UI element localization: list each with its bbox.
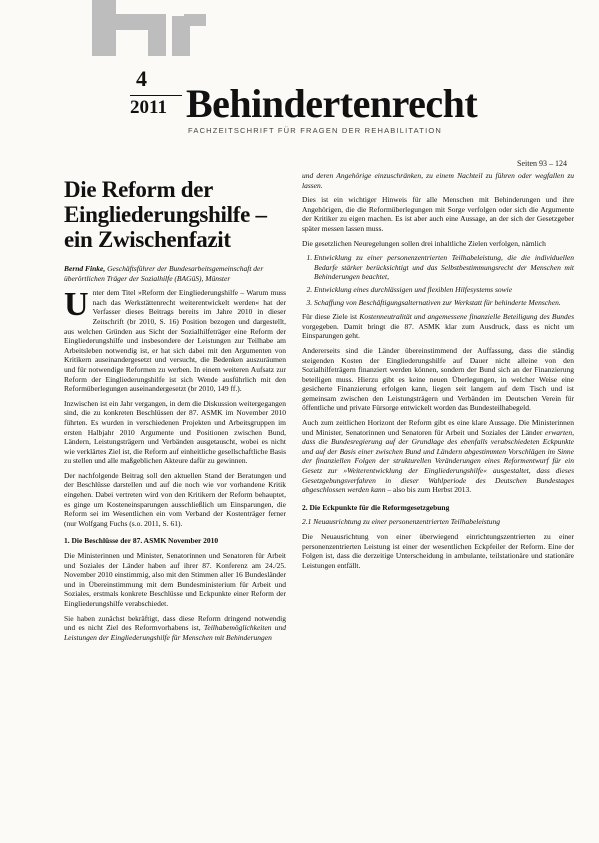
body-text: Auch zum zeitlichen Horizont der Reform gibt es eine klare Aussage. Die Ministerinnen und Minister, Senatorinnen und Senatoren für Arbeit und Soziales der Länder — [302, 418, 574, 437]
goal-list-item: 2. Entwicklung eines durchlässigen und flexiblen Hilfesystems sowie — [314, 285, 574, 295]
body-paragraph: Die Neuausrichtung von einer überwiegend einrichtungszentrierten zu einer personenzentrierten Leistung ist einer der wesentlichen Eckpfeiler der Reform. Eine der Folgen ist, dass die derzeitige Unterscheidung in ambulante, teilstationäre und stationäre Leistungen entfällt. — [302, 532, 574, 570]
goal-list — [302, 253, 574, 307]
journal-logo-hr — [92, 0, 202, 88]
body-paragraph: und deren Angehörige einzuschränken, zu einem Nachteil zu führen oder wegfallen zu lassen. — [302, 171, 574, 190]
body-paragraph: Inzwischen ist ein Jahr vergangen, in dem die Diskussion weitergegangen sind, die zu konkreten Beschlüssen der 87. ASMK im November 2010 führten. Es wurden in verschiedenen Projekten und Arbeitsgruppen im ersten Halbjahr 2010 Argumente und Positionen zwischen Bund, Ländern, Leistungsträgern und Verbänden ausgetauscht, wobei es nicht wie verklärtes Ziel ist, die Reform auf einheitliche gesellschaftliche Basis zu stellen und alle maßgeblichen Akteure dafür zu gewinnen. — [64, 398, 286, 466]
left-column — [64, 171, 286, 647]
body-paragraph: Dies ist ein wichtiger Hinweis für alle Menschen mit Behinderungen und ihre Angehörigen, die die Reformüberlegungen mit Sorge verfolgen oder sich die Argumente der Kritiker zu eigen machen. Es ist aber auch eine Aussage, an der sich der Gesetzgeber später messen lassen muss. — [302, 195, 574, 233]
body-paragraph — [302, 312, 574, 341]
body-paragraph: Andererseits sind die Länder übereinstimmend der Auffassung, dass die ständig steigenden Kosten der Eingliederungshilfe auf Dauer nicht alleine von den Sozialhilfeträgern finanziert werden können, sondern der Bund sich an der Finanzierung beteiligen muss. Hierzu gibt es keine neuen Überlegungen, in welcher Weise eine gesicherte Finanzierung erfolgen kann, liegen seit langem auf dem Tisch und ist gemeinsam zwischen den Leistungsträgern und Verbänden im Deutschen Verein für öffentliche und private Fürsorge entwickelt worden das Bundesteilhabegeld. — [302, 345, 574, 413]
article-title-line: Eingliederungshilfe – — [64, 202, 267, 227]
section-heading: 1. Die Beschlüsse der 87. ASMK November 2010 — [64, 536, 219, 546]
body-text: Sie haben zunächst bekräftigt, dass diese Reform dringend notwendig und es nicht Ziel des Reformvorhabens ist, — [64, 613, 286, 633]
subsection-heading: 2.1 Neuausrichtung zu einer personenzentrierten Teilhabeleistung — [302, 517, 501, 527]
body-paragraph — [302, 418, 574, 495]
intro-paragraph — [64, 288, 286, 394]
body-text: Für diese Ziele ist — [302, 312, 358, 322]
article-title — [64, 177, 286, 252]
issue-number: 4 — [136, 66, 147, 91]
journal-subtitle: FACHZEITSCHRIFT FÜR FRAGEN DER REHABILITATION — [188, 126, 443, 135]
journal-title: Behindertenrecht — [186, 81, 478, 126]
article-title-line: Die Reform der — [64, 177, 214, 202]
emphasis-text: Teilhabemöglichkeiten und Leistungen der Eingliederungshilfe für Menschen mit Behinderungen — [64, 623, 287, 642]
emphasis-text: erwarten, dass die Bundesregierung auf der Grundlage des ebenfalls verabschiedeten Eckpunkte und auf der Basis einer zwischen Bund und Ländern abgestimmten Vorschlägen im Sinne der finanziellen Folgen der strukturellen Veränderungen eines Reformentwurf für ein Gesetz zur »Weiterentwicklung der Eingliederungshilfe« ausgestaltet, dass dieses Gesetzgebungsverfahren in dieser Wahlperiode des Deutschen Bundestages abgeschlossen werden kann — [302, 427, 575, 495]
page-range: Seiten 93 – 124 — [517, 159, 567, 168]
body-text: – also bis zum Herbst 2013. — [387, 485, 472, 495]
intro-text: nter dem Titel »Reform der Eingliederungshilfe – Warum muss nach das Werkstättenrecht weiterentwickelt werden« hat der Verfasser dieses Beitrags bereits im Jahre 2010 in dieser Zeitschrift (br 2010, S. 16) Position bezogen und dargestellt, aus welchen Gründen aus Sicht der Sozialhilfeträger eine Reform der Eingliederungshilfe und insbesondere der Leistungen zur Teilhabe am Arbeitsleben notwendig ist, er hat sich dabei mit den Argumenten von Kritikern auseinandergesetzt und versucht, die Bedenken auszuräumen und für notwendige Reformen zu werben. In einem weiteren Aufsatz zur Reform der Eingliederungshilfe ist sich Wende ausführlich mit den Reformüberlegungen auseinandergesetzt (br 2010, 149 ff.). — [64, 288, 286, 394]
emphasis-text: Kostenneutralität und angemessene finanzielle Beteiligung des Bundes — [359, 312, 574, 322]
drop-cap: U — [64, 286, 89, 324]
issue-year: 2011 — [130, 97, 167, 118]
issue-divider — [130, 95, 182, 96]
author-role: Geschäftsführer der Bundesarbeitsgemeinschaft der überörtlichen Träger der Sozialhilfe (BAGüS), Münster — [64, 264, 264, 283]
article-title-line: ein Zwischenfazit — [64, 227, 231, 252]
body-paragraph: Die Ministerinnen und Minister, Senatorinnen und Senatoren für Arbeit und Soziales der Länder haben auf ihrer 87. Konferenz am 24./25. November 2010 einstimmig, also mit den Stimmen aller 16 Bundesländer und in Übereinstimmung mit dem Bundesministerium für Arbeit und Soziales, erstmals konkrete Beschlüsse und Eckpunkte einer Reform der Eingliederungshilfe verabschiedet. — [64, 551, 286, 608]
goal-list-item: 1. Entwicklung zu einer personenzentrierten Teilhabeleistung, die die individuellen Bedarfe stärker berücksichtigt und das Selbstbestimmungsrecht der Menschen mit Behinderungen beachtet, — [314, 253, 574, 282]
goal-list-item: 3. Schaffung von Beschäftigungsalternativen zur Werkstatt für behinderte Menschen. — [314, 298, 574, 308]
body-paragraph — [64, 614, 286, 643]
section-heading: 2. Die Eckpunkte für die Reformgesetzgebung — [302, 502, 450, 512]
author-name: Bernd Finke, — [64, 264, 106, 273]
body-text: vorgegeben. Damit bringt die 87. ASMK klar zum Ausdruck, dass es nicht um Einsparungen geht. — [302, 321, 574, 341]
right-column — [302, 171, 574, 575]
body-paragraph: Der nachfolgende Beitrag soll den aktuellen Stand der Beratungen und der Beschlüsse darstellen und auf die noch wie vor vorhandene Kritik eingehen. Dabei vertreten wird von den Kritikern der Reform behauptet, es ginge um Kosteneinsparungen ausschließlich um Einsparungen, die Reform sei im Wesentlichen ein vom Verband der Kostenträger ferner (nur Wolfgang Fuchs (s.o. 2011, S. 61). — [64, 470, 286, 528]
body-paragraph: Die gesetzlichen Neuregelungen sollen drei inhaltliche Zielen verfolgen, nämlich — [302, 238, 546, 248]
author-line — [64, 264, 286, 283]
